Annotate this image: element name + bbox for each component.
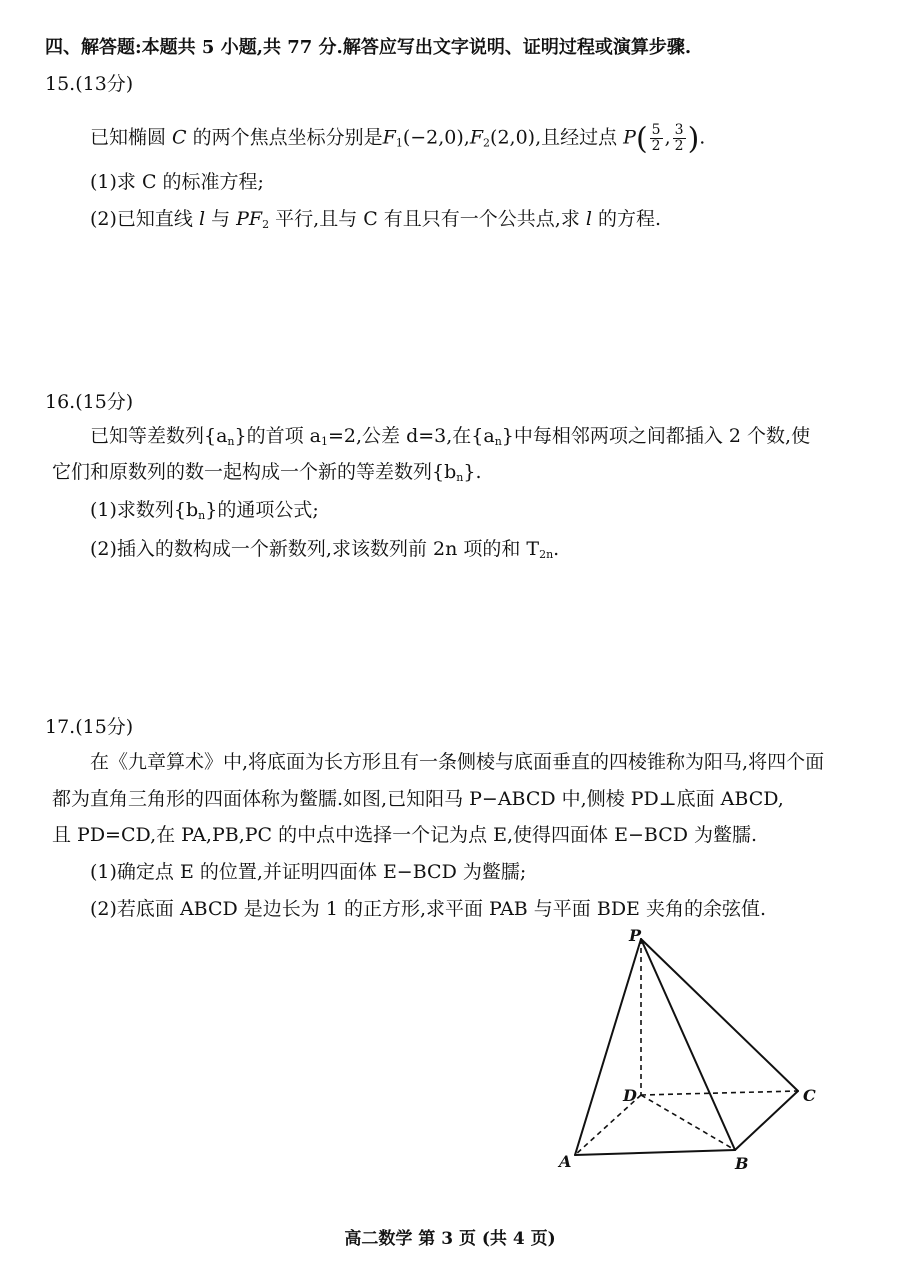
edge-BC — [735, 1091, 798, 1150]
q16-part2: (2)插入的数构成一个新数列,求该数列前 2n 项的和 $T_{2n}$. — [90, 538, 560, 561]
q15-stem: 已知椭圆 C 的两个焦点坐标分别是$F_1(-2,0),F_2(2,0)$,且经过点 P( $\frac{5}{2}$ , $\frac{3}{2}$ ). — [90, 121, 706, 157]
edge-DC — [641, 1091, 798, 1095]
q15-part1: (1)求 C 的标准方程; — [90, 171, 264, 193]
q17-part2: (2)若底面 ABCD 是边长为 1 的正方形,求平面 PAB 与平面 BDE 夹角的余弦值. — [90, 898, 766, 920]
edge-AB — [575, 1150, 735, 1155]
label-A: A — [559, 1152, 572, 1171]
edge-PC — [641, 939, 798, 1091]
label-B: B — [735, 1154, 749, 1173]
label-P: P — [629, 926, 642, 945]
label-C: C — [803, 1086, 816, 1105]
q16-line1: 已知等差数列$\{a_n\}$的首项 $a_1=2$,公差 d=3,在$\{a_n\}$中每相邻两项之间都插入 2 个数,使 — [90, 425, 811, 448]
pyramid-figure — [555, 925, 825, 1175]
fraction-px: $\frac{5}{2}$ — [651, 122, 661, 154]
page-footer: 高二数学 第 3 页 (共 4 页) — [344, 1229, 556, 1249]
q15-part2: (2)已知直线 l 与 $PF_2$ 平行,且与 C 有且只有一个公共点,求 l 的方程. — [90, 208, 662, 231]
q17-header: 17.(15分) — [45, 716, 134, 738]
edge-DB — [641, 1095, 735, 1150]
edge-PA — [575, 939, 641, 1155]
section-heading: 四、解答题:本题共 5 小题,共 77 分.解答应写出文字说明、证明过程或演算步骤. — [45, 37, 692, 58]
q17-line2: 都为直角三角形的四面体称为鳖臑.如图,已知阳马 P−ABCD 中,侧棱 PD⊥底面 ABCD, — [52, 788, 784, 810]
q15-header: 15.(13分) — [45, 73, 134, 95]
label-D: D — [623, 1086, 637, 1105]
q16-line2: 它们和原数列的数一起构成一个新的等差数列$\{b_n\}$. — [52, 461, 482, 484]
q16-header: 16.(15分) — [45, 391, 134, 413]
q16-part1: (1)求数列$\{b_n\}$的通项公式; — [90, 499, 319, 522]
q17-line3: 且 PD=CD,在 PA,PB,PC 的中点中选择一个记为点 E,使得四面体 E−BCD 为鳖臑. — [52, 824, 758, 846]
edge-PB — [641, 939, 735, 1150]
q17-part1: (1)确定点 E 的位置,并证明四面体 E−BCD 为鳖臑; — [90, 861, 527, 883]
q17-line1: 在《九章算术》中,将底面为长方形且有一条侧棱与底面垂直的四棱锥称为阳马,将四个面 — [90, 751, 825, 773]
fraction-py: $\frac{3}{2}$ — [674, 122, 684, 154]
